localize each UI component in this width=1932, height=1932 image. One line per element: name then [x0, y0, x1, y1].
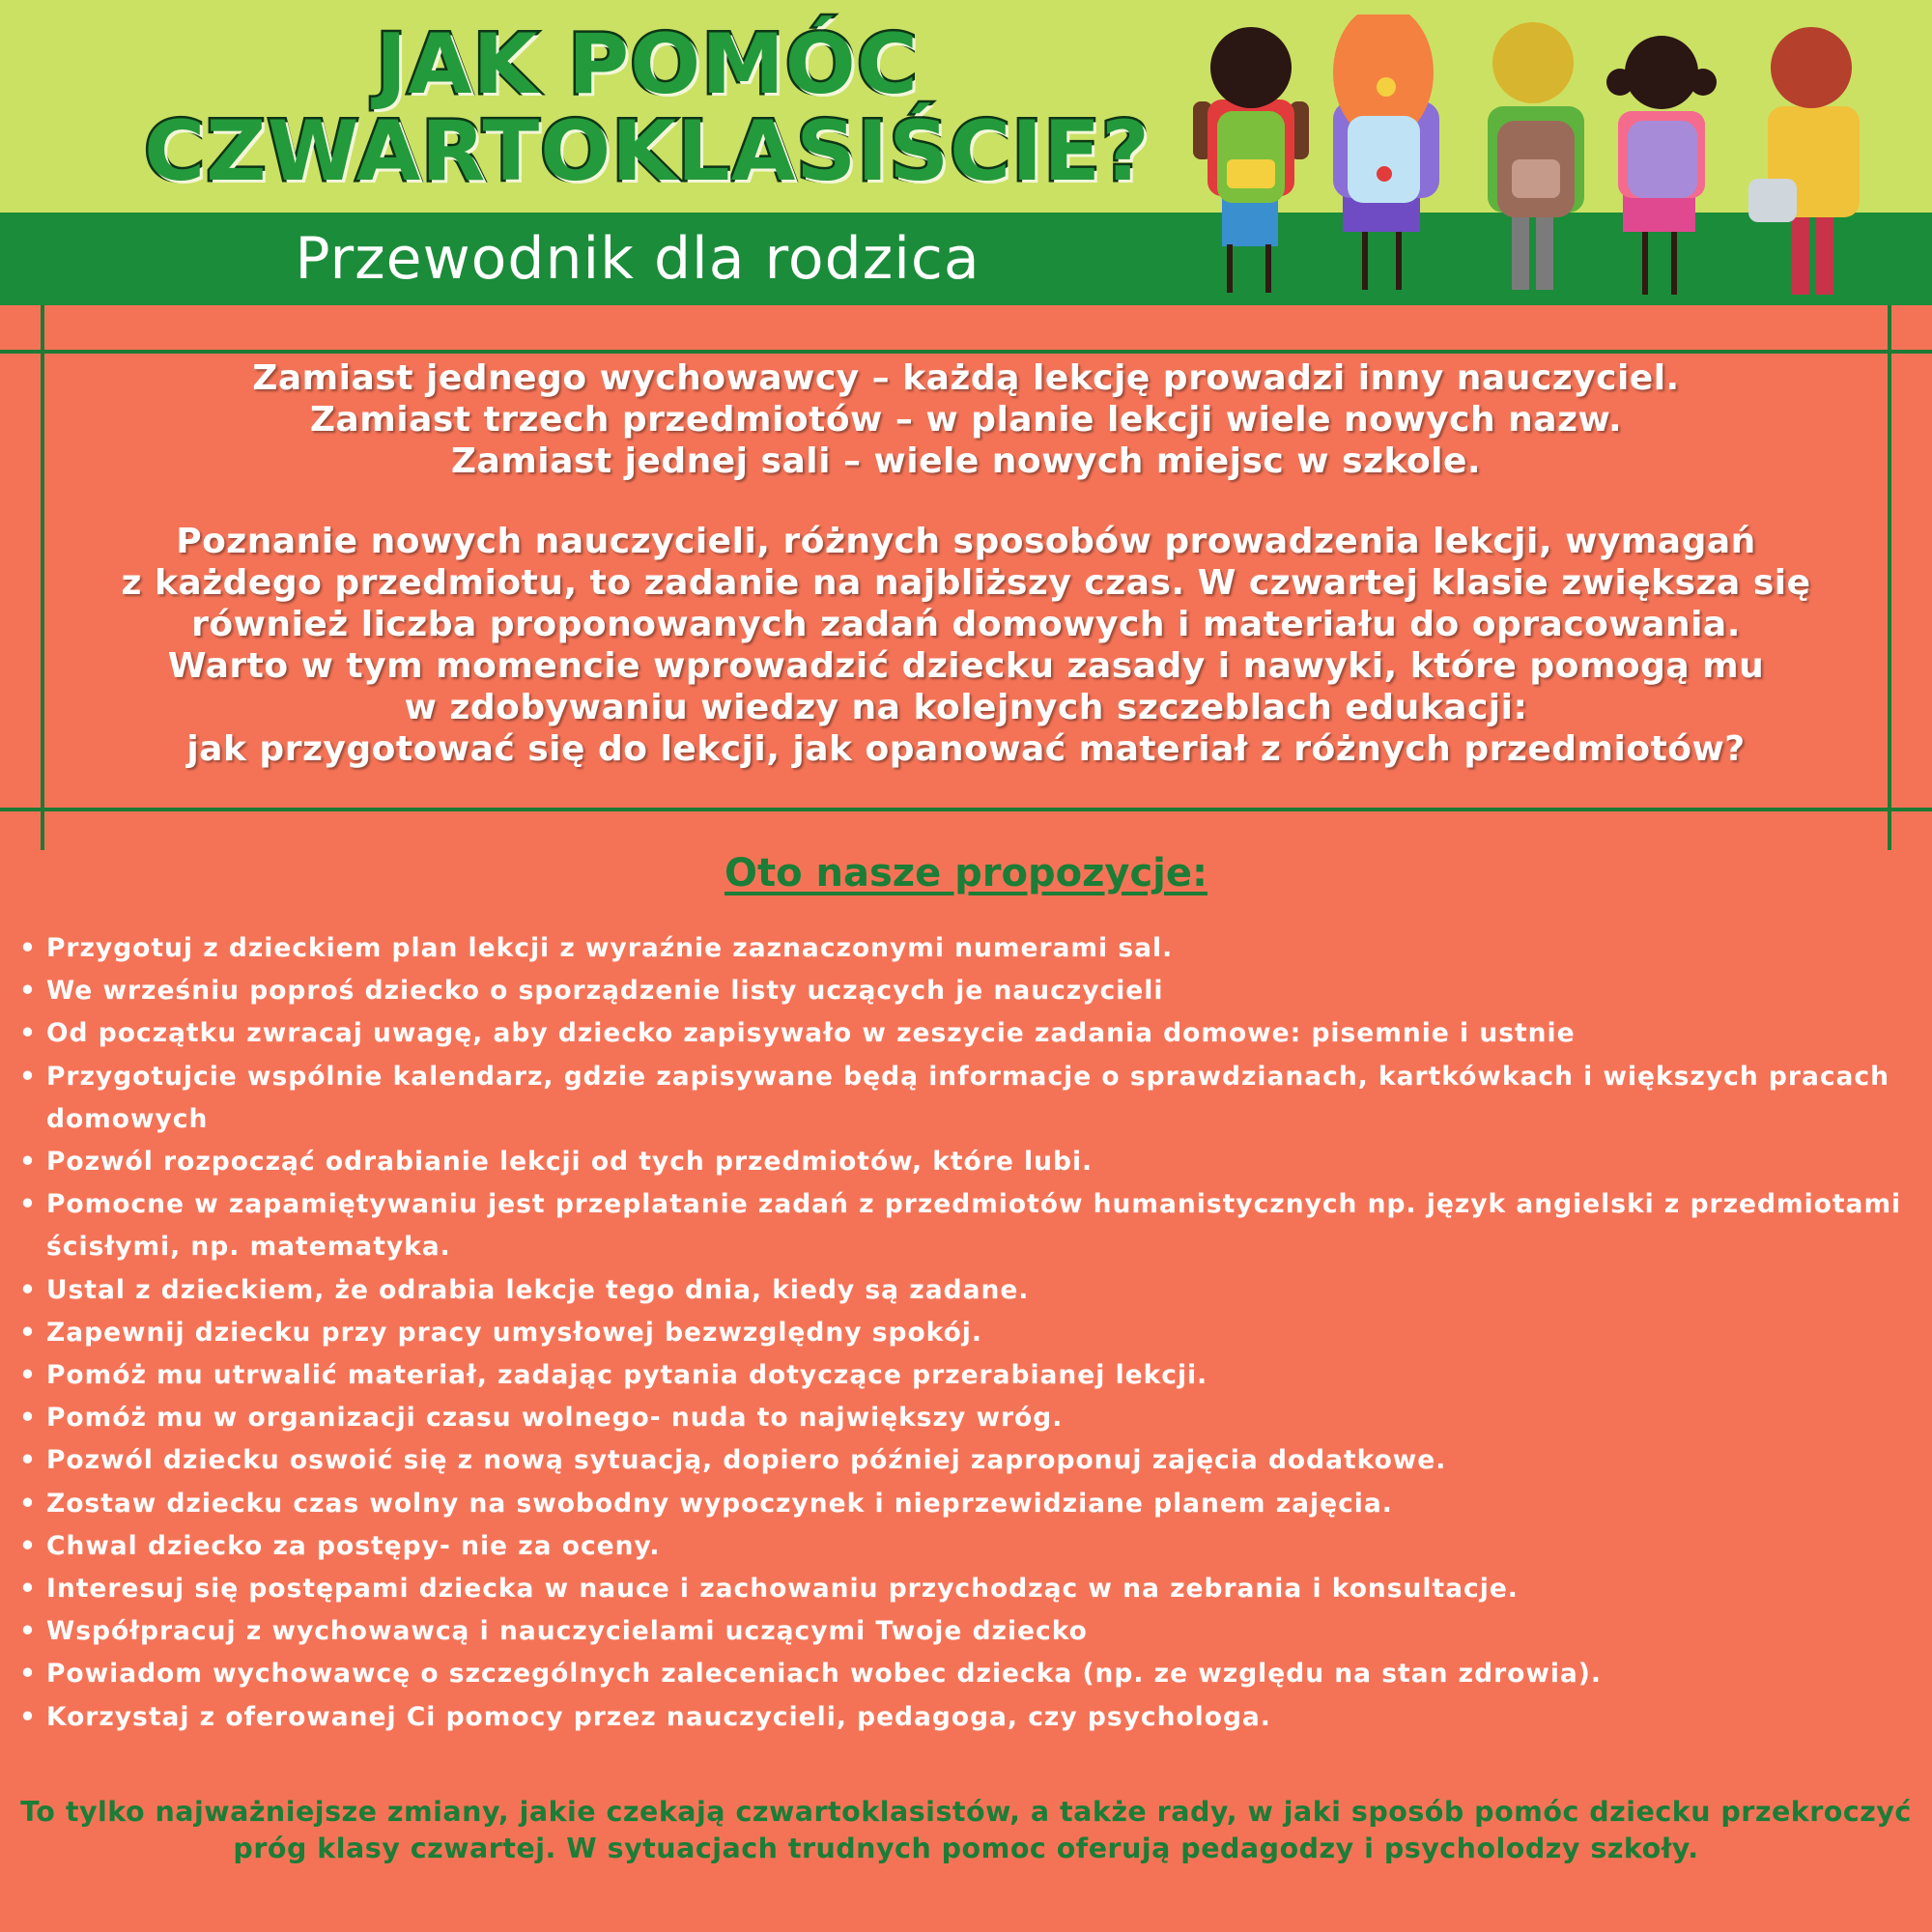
intro-line: w zdobywaniu wiedzy na kolejnych szczeblach edukacji: — [404, 688, 1528, 727]
children-backpacks-illustration — [1183, 14, 1898, 309]
list-item: • Powiadom wychowawcę o szczególnych zaleceniach wobec dziecka (np. ze względu na stan zdrowia). — [19, 1653, 1913, 1695]
child-5-illustration — [1748, 27, 1860, 295]
page-subtitle: Przewodnik dla rodzica — [295, 225, 980, 293]
intro-line: z każdego przedmiotu, to zadanie na najbliższy czas. W czwartej klasie zwiększa się — [121, 563, 1811, 603]
closing-text: To tylko najważniejsze zmiany, jakie czekają czwartoklasistów, a także rady, w jaki sposób pomóc dziecku przekroczyć próg klasy czwartej. W sytuacjach trudnych pomoc oferują pedagodzy i psycholodzy szkoły. — [20, 1796, 1912, 1864]
proposals-list — [19, 927, 1913, 1739]
child-4-illustration — [1606, 36, 1717, 295]
list-item: • Ustal z dzieckiem, że odrabia lekcje tego dnia, kiedy są zadane. — [19, 1269, 1913, 1312]
child-2-illustration — [1333, 14, 1439, 290]
list-item: • Pozwól dziecku oswoić się z nową sytuacją, dopiero później zaproponuj zajęcia dodatkowe. — [19, 1439, 1913, 1482]
intro-line: jak przygotować się do lekcji, jak opanować materiał z różnych przedmiotów? — [186, 729, 1746, 769]
list-item: • We wrześniu poproś dziecko o sporządzenie listy uczących je nauczycieli — [19, 970, 1913, 1012]
list-item: • Zostaw dziecku czas wolny na swobodny wypoczynek i nieprzewidziane planem zajęcia. — [19, 1483, 1913, 1525]
list-item: • Pomóż mu utrwalić materiał, zadając pytania dotyczące przerabianej lekcji. — [19, 1354, 1913, 1397]
list-item: • Korzystaj z oferowanej Ci pomocy przez nauczycieli, pedagoga, czy psychologa. — [19, 1696, 1913, 1739]
frame-top-line — [0, 350, 1932, 354]
list-item: • Pozwól rozpocząć odrabianie lekcji od tych przedmiotów, które lubi. — [19, 1141, 1913, 1183]
intro-line: Zamiast trzech przedmiotów – w planie lekcji wiele nowych nazw. — [309, 400, 1623, 440]
intro-line: Warto w tym momencie wprowadzić dziecku zasady i nawyki, które pomogą mu — [167, 646, 1765, 686]
child-3-illustration — [1488, 22, 1584, 290]
list-item: • Interesuj się postępami dziecka w nauce i zachowaniu przychodząc w na zebrania i konsultacje. — [19, 1568, 1913, 1610]
proposals-heading: Oto nasze propozycje: — [724, 851, 1208, 895]
title-line-1: JAK POMÓC — [375, 16, 920, 113]
list-item: • Przygotuj z dzieckiem plan lekcji z wyraźnie zaznaczonymi numerami sal. — [19, 927, 1913, 970]
frame-right-line — [1888, 305, 1891, 850]
intro-line: Zamiast jednego wychowawcy – każdą lekcję prowadzi inny nauczyciel. — [252, 358, 1680, 398]
title-line-2: CZWARTOKLASIŚCIE? — [144, 103, 1151, 200]
list-item: • Pomóż mu w organizacji czasu wolnego- nuda to największy wróg. — [19, 1397, 1913, 1439]
page-title — [116, 16, 1179, 200]
intro-text — [68, 357, 1864, 770]
list-item: • Przygotujcie wspólnie kalendarz, gdzie zapisywane będą informacje o sprawdzianach, kartkówkach i większych pracach domowych — [19, 1056, 1913, 1141]
list-item: • Chwal dziecko za postępy- nie za oceny. — [19, 1525, 1913, 1568]
frame-left-line — [41, 305, 44, 850]
child-1-illustration — [1193, 27, 1309, 293]
list-item: • Od początku zwracaj uwagę, aby dziecko zapisywało w zeszycie zadania domowe: pisemnie i ustnie — [19, 1012, 1913, 1055]
list-item: • Pomocne w zapamiętywaniu jest przeplatanie zadań z przedmiotów humanistycznych np. język angielski z przedmiotami ścisłymi, np. matematyka. — [19, 1183, 1913, 1268]
list-item: • Zapewnij dziecku przy pracy umysłowej bezwzględny spokój. — [19, 1312, 1913, 1354]
list-item: • Współpracuj z wychowawcą i nauczycielami uczącymi Twoje dziecko — [19, 1610, 1913, 1653]
intro-line: również liczba proponowanych zadań domowych i materiału do opracowania. — [191, 605, 1741, 644]
frame-bottom-line — [0, 808, 1932, 811]
intro-line: Poznanie nowych nauczycieli, różnych sposobów prowadzenia lekcji, wymagań — [176, 522, 1756, 561]
intro-line: Zamiast jednej sali – wiele nowych miejsc w szkole. — [450, 441, 1482, 481]
